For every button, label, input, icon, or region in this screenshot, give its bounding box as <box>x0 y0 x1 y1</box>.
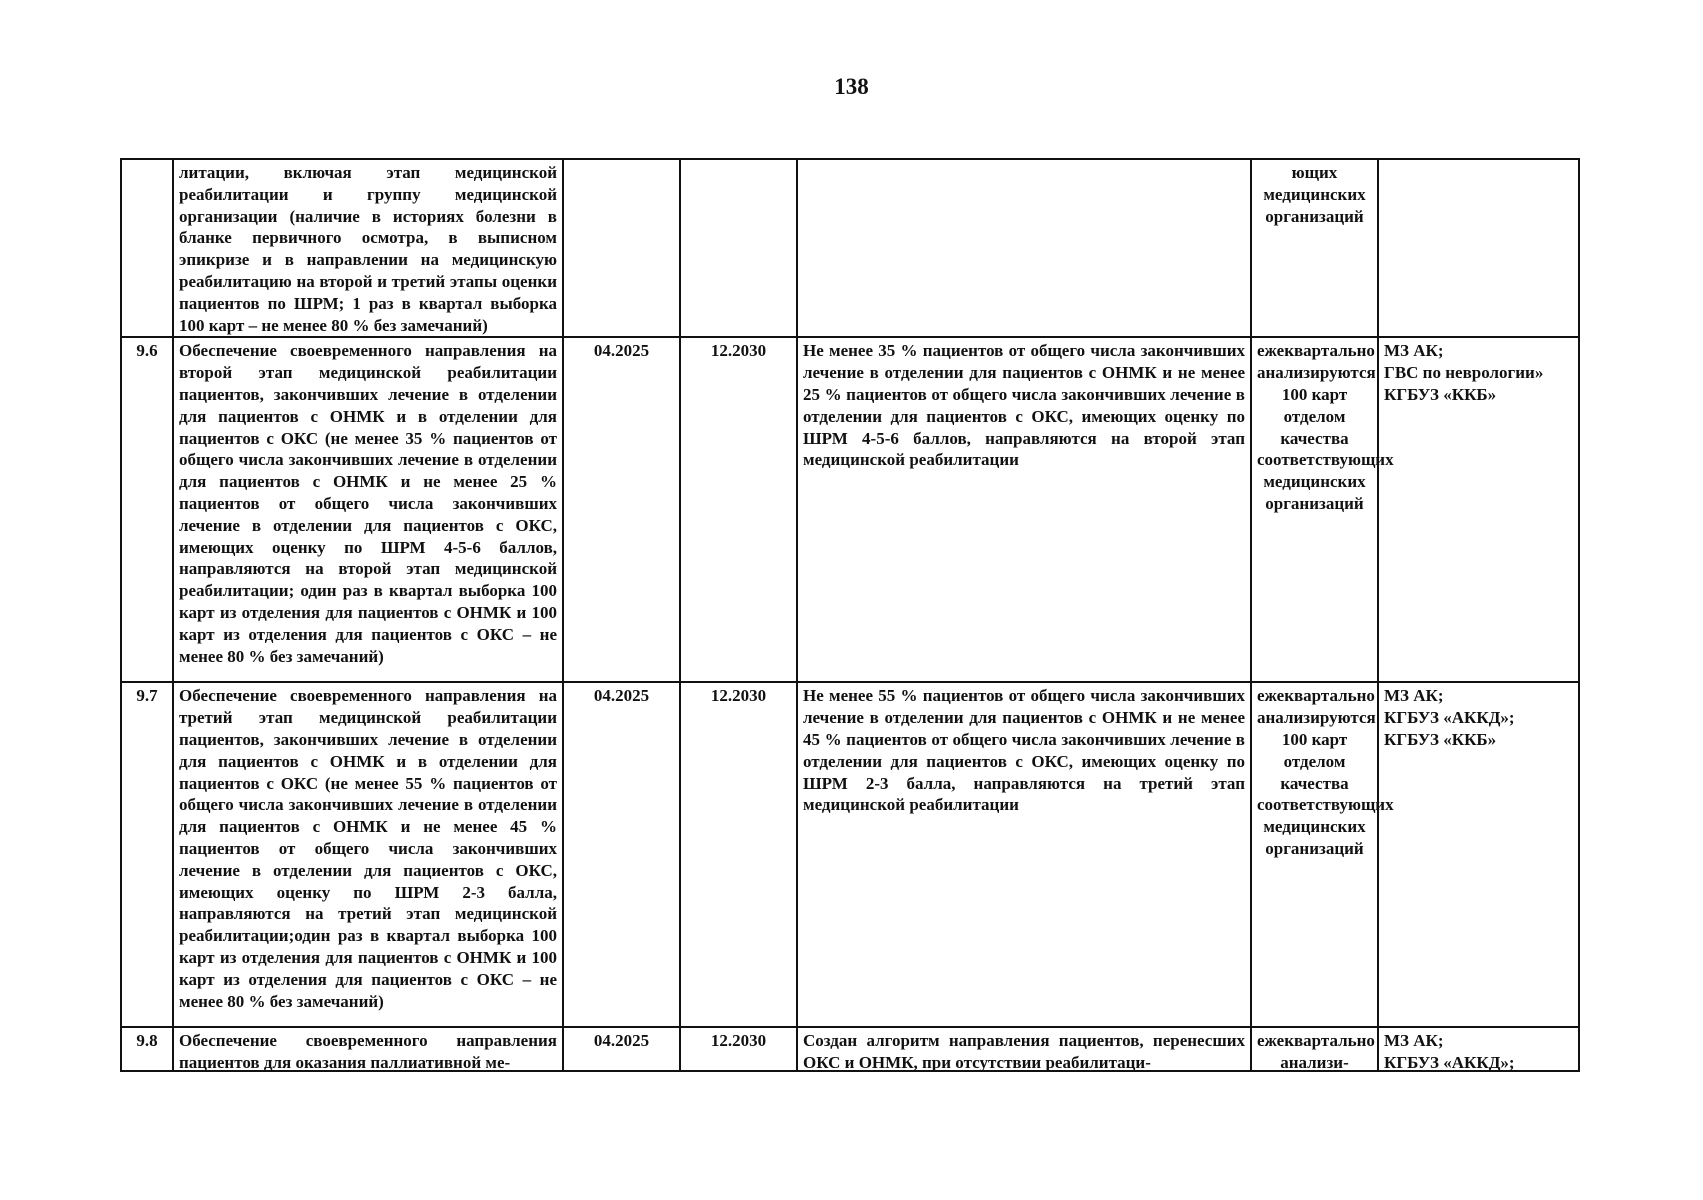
start-date-text: 04.2025 <box>593 1031 650 1051</box>
responsible-executors: МЗ АК; ГВС по неврологии» КГБУЗ «ККБ» <box>1378 337 1579 682</box>
measure-description: Обеспечение своевременного направления на второй этап медицинской реабилитации пациентов, закончивших лечение в отделении для пациентов с ОНМК и в отделении для пациентов с ОКС (не менее 35 % пациентов от общего числа закончивших лечение в отделении для пациентов с ОНМК и не менее 25 % пациентов от общего числа закончивших лечение в отделении для пациентов с ОКС, имеющих оценку по ШРМ 4-5-6 баллов, направляются на второй этап медицинской реабилитации; один раз в квартал выборка 100 карт из отделения для пациентов с ОНМК и 100 карт из отделения для пациентов с ОКС – не менее 80 % без замечаний) <box>173 337 563 682</box>
row-number: 9.6 <box>121 337 173 682</box>
plan-table <box>120 158 1580 1072</box>
end-date: 12.2030 <box>680 682 797 1027</box>
control-frequency <box>1251 1027 1378 1071</box>
responsible-executors-text: МЗ АК; КГБУЗ «АККД»; <box>1384 1031 1515 1073</box>
expected-result <box>797 159 1251 337</box>
responsible-executors: МЗ АК; КГБУЗ «АККД»; КГБУЗ «ККБ» <box>1378 682 1579 1027</box>
start-date <box>563 1027 680 1071</box>
measure-description <box>173 1027 563 1071</box>
control-frequency: ежеквартально анализируются 100 карт отделом качества соответствующих медицинских организаций <box>1251 682 1378 1027</box>
start-date: 04.2025 <box>563 682 680 1027</box>
expected-result-text: Создан алгоритм направления пациентов, перенесших ОКС и ОНМК, при отсутствии реабилитаци- <box>803 1031 1245 1073</box>
row-number: 9.7 <box>121 682 173 1027</box>
row-number-text: 9.8 <box>136 1031 158 1051</box>
measure-description: литации, включая этап медицинской реабилитации и группу медицинской организации (наличие в историях болезни в бланке первичного осмотра, в выписном эпикризе и в направлении на медицинскую реабилитацию на второй и третий этапы оценки пациентов по ШРМ; 1 раз в квартал выборка 100 карт – не менее 80 % без замечаний) <box>173 159 563 337</box>
start-date <box>563 159 680 337</box>
page-number: 138 <box>834 74 869 99</box>
expected-result: Не менее 35 % пациентов от общего числа закончивших лечение в отделении для пациентов с ОНМК и не менее 25 % пациентов от общего числа закончивших лечение в отделении для пациентов с ОКС, имеющих оценку по ШРМ 4-5-6 баллов, направляются на второй этап медицинской реабилитации <box>797 337 1251 682</box>
table-row <box>121 159 1579 337</box>
end-date <box>680 159 797 337</box>
expected-result: Не менее 55 % пациентов от общего числа закончивших лечение в отделении для пациентов с ОНМК и не менее 45 % пациентов от общего числа закончивших лечение в отделении для пациентов с ОКС, имеющих оценку по ШРМ 2-3 балла, направляются на третий этап медицинской реабилитации <box>797 682 1251 1027</box>
measure-description: Обеспечение своевременного направления на третий этап медицинской реабилитации пациентов, закончивших лечение в отделении для пациентов с ОНМК и в отделении для пациентов с ОКС (не менее 55 % пациентов от общего числа закончивших лечение в отделении для пациентов с ОНМК и не менее 45 % пациентов от общего числа закончивших лечение в отделении для пациентов с ОКС, имеющих оценку по ШРМ 2-3 балла, направляются на третий этап медицинской реабилитации;один раз в квартал выборка 100 карт из отделения для пациентов с ОНМК и 100 карт из отделения для пациентов с ОКС – не менее 80 % без замечаний) <box>173 682 563 1027</box>
row-number <box>121 159 173 337</box>
end-date <box>680 1027 797 1071</box>
control-frequency: ющих медицинских организаций <box>1251 159 1378 337</box>
end-date-text: 12.2030 <box>710 1031 767 1051</box>
table-row <box>121 337 1579 682</box>
start-date: 04.2025 <box>563 337 680 682</box>
responsible-executors <box>1378 1027 1579 1071</box>
table-row <box>121 1027 1579 1071</box>
row-number <box>121 1027 173 1071</box>
table-row <box>121 682 1579 1027</box>
control-frequency: ежеквартально анализируются 100 карт отделом качества соответствующих медицинских организаций <box>1251 337 1378 682</box>
control-frequency-text: ежеквартально анализи- <box>1257 1031 1375 1073</box>
end-date: 12.2030 <box>680 337 797 682</box>
measure-description-text: Обеспечение своевременного направления пациентов для оказания паллиативной ме- <box>179 1031 557 1073</box>
responsible-executors <box>1378 159 1579 337</box>
expected-result <box>797 1027 1251 1071</box>
